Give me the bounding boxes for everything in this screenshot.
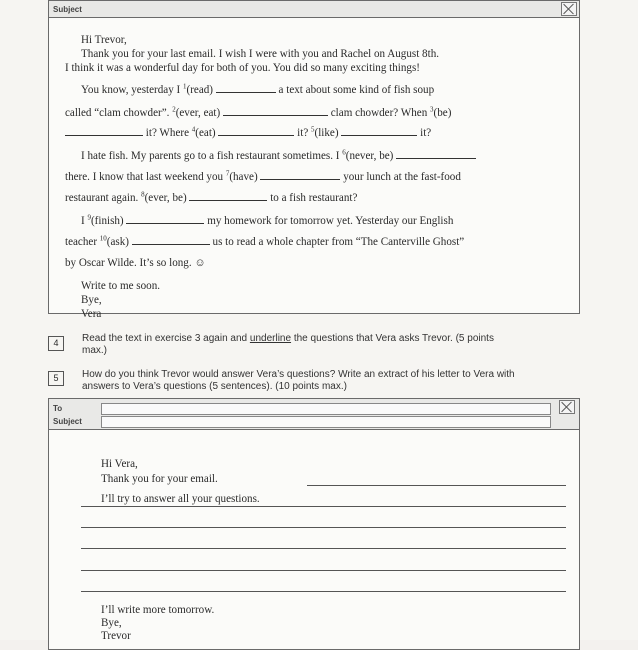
writing-line[interactable] <box>81 570 566 571</box>
answer-blank-2[interactable] <box>223 106 328 116</box>
email-window-trevor <box>48 398 580 650</box>
verb-hint: (never, be) <box>345 150 394 162</box>
email-closing <box>101 604 214 643</box>
to-label: To <box>53 404 63 413</box>
answer-blank-6[interactable] <box>396 149 476 159</box>
text: You know, yesterday I <box>81 84 183 96</box>
verb-hint: (read) <box>186 84 213 96</box>
to-field[interactable] <box>101 403 551 415</box>
email-window-vera <box>48 0 580 320</box>
closing-bye: Bye, <box>81 294 102 306</box>
text: restaurant again. <box>65 192 142 204</box>
verb-hint: (finish) <box>90 215 124 227</box>
email-body <box>65 31 566 324</box>
verb-hint: (ever, eat) <box>175 107 221 119</box>
answer-blank-8[interactable] <box>189 191 267 201</box>
signature: Vera <box>81 308 102 320</box>
text: answers to Vera’s questions (5 sentences). (10 points max.) <box>82 381 347 392</box>
text-underlined: underline <box>249 333 292 344</box>
gap-number: 1 <box>183 82 187 91</box>
writing-line[interactable] <box>81 591 566 592</box>
text: Read the text in exercise 3 again and <box>82 333 250 344</box>
writing-line[interactable] <box>81 506 566 507</box>
closing-line: Write to me soon. <box>81 280 161 292</box>
gap-number: 4 <box>191 125 196 134</box>
verb-hint: (eat) <box>195 127 216 139</box>
verb-hint: (ever, be) <box>144 192 187 204</box>
greeting: Hi Vera, <box>101 458 138 470</box>
answer-blank-7[interactable] <box>260 170 340 180</box>
close-icon[interactable] <box>561 2 577 16</box>
email-header <box>49 1 579 18</box>
text: us to read a whole chapter from “The Canterville Ghost” <box>209 236 465 248</box>
text-line: Thank you for your last email. I wish I were with you and Rachel on August 8th. <box>81 48 440 60</box>
text: I <box>81 215 88 227</box>
writing-line[interactable] <box>81 548 566 549</box>
answer-blank-10[interactable] <box>132 235 210 245</box>
text-line <box>81 147 566 166</box>
text: How do you think Trevor would answer Vera’s questions? Write an extract of his letter to Vera with <box>82 369 515 380</box>
writing-line[interactable] <box>81 527 566 528</box>
verb-hint: (ask) <box>106 236 129 248</box>
text-line: Thank you for your email. <box>101 473 218 485</box>
gap-number: 10 <box>99 234 107 243</box>
gap-number: 5 <box>311 125 315 134</box>
greeting: Hi Trevor, <box>81 34 127 46</box>
text-line: by Oscar Wilde. It’s so long. ☺ <box>65 257 206 269</box>
text: clam chowder? When <box>327 107 431 119</box>
text-line <box>65 189 550 208</box>
gap-number: 6 <box>342 148 346 157</box>
writing-line[interactable] <box>307 485 566 486</box>
text: to a fish restaurant? <box>267 192 358 204</box>
subject-label: Subject <box>53 417 82 426</box>
text-line <box>65 168 550 187</box>
gap-number: 2 <box>172 105 176 114</box>
text-line <box>65 124 550 143</box>
text: I hate fish. My parents go to a fish restaurant sometimes. I <box>81 150 343 162</box>
verb-hint: (have) <box>229 171 258 183</box>
text: it? <box>294 127 312 139</box>
text: it? Where <box>143 127 192 139</box>
email-body <box>101 457 571 507</box>
answer-blank-3[interactable] <box>65 126 143 136</box>
close-icon[interactable] <box>559 400 575 414</box>
text-line <box>81 212 566 231</box>
answer-blank-1[interactable] <box>216 83 276 93</box>
text-line <box>65 233 550 252</box>
text: called “clam chowder”. <box>65 107 173 119</box>
signature: Trevor <box>101 630 131 642</box>
exercise-number-5: 5 <box>48 371 64 386</box>
text-line: I’ll try to answer all your questions. <box>101 493 260 505</box>
text: there. I know that last weekend you <box>65 171 226 183</box>
answer-blank-4[interactable] <box>218 126 294 136</box>
text: my homework for tomorrow yet. Yesterday our English <box>204 215 454 227</box>
closing-bye: Bye, <box>101 617 122 629</box>
text: it? <box>417 127 432 139</box>
exercise-5-instructions <box>82 369 515 393</box>
text: a text about some kind of fish soup <box>275 84 435 96</box>
text: your lunch at the fast-food <box>340 171 461 183</box>
text-line: I think it was a wonderful day for both of you. You did so many exciting things! <box>65 62 420 74</box>
gap-number: 7 <box>225 169 230 178</box>
text-line <box>65 104 550 123</box>
answer-blank-5[interactable] <box>341 126 417 136</box>
gap-number: 3 <box>430 105 434 114</box>
verb-hint: (be) <box>433 107 452 119</box>
text: max.) <box>82 345 107 356</box>
closing-line: I’ll write more tomorrow. <box>101 604 215 616</box>
subject-field[interactable] <box>101 416 551 428</box>
text: teacher <box>65 236 100 248</box>
answer-blank-9[interactable] <box>126 214 204 224</box>
text: the questions that Vera asks Trevor. (5 points <box>291 333 494 344</box>
exercise-number-4: 4 <box>48 336 64 351</box>
gap-number: 9 <box>87 213 91 222</box>
subject-label: Subject <box>53 5 82 14</box>
exercise-4-instructions <box>82 333 494 357</box>
text-line <box>81 81 566 100</box>
verb-hint: (like) <box>314 127 339 139</box>
email-header <box>49 399 579 430</box>
gap-number: 8 <box>141 190 145 199</box>
